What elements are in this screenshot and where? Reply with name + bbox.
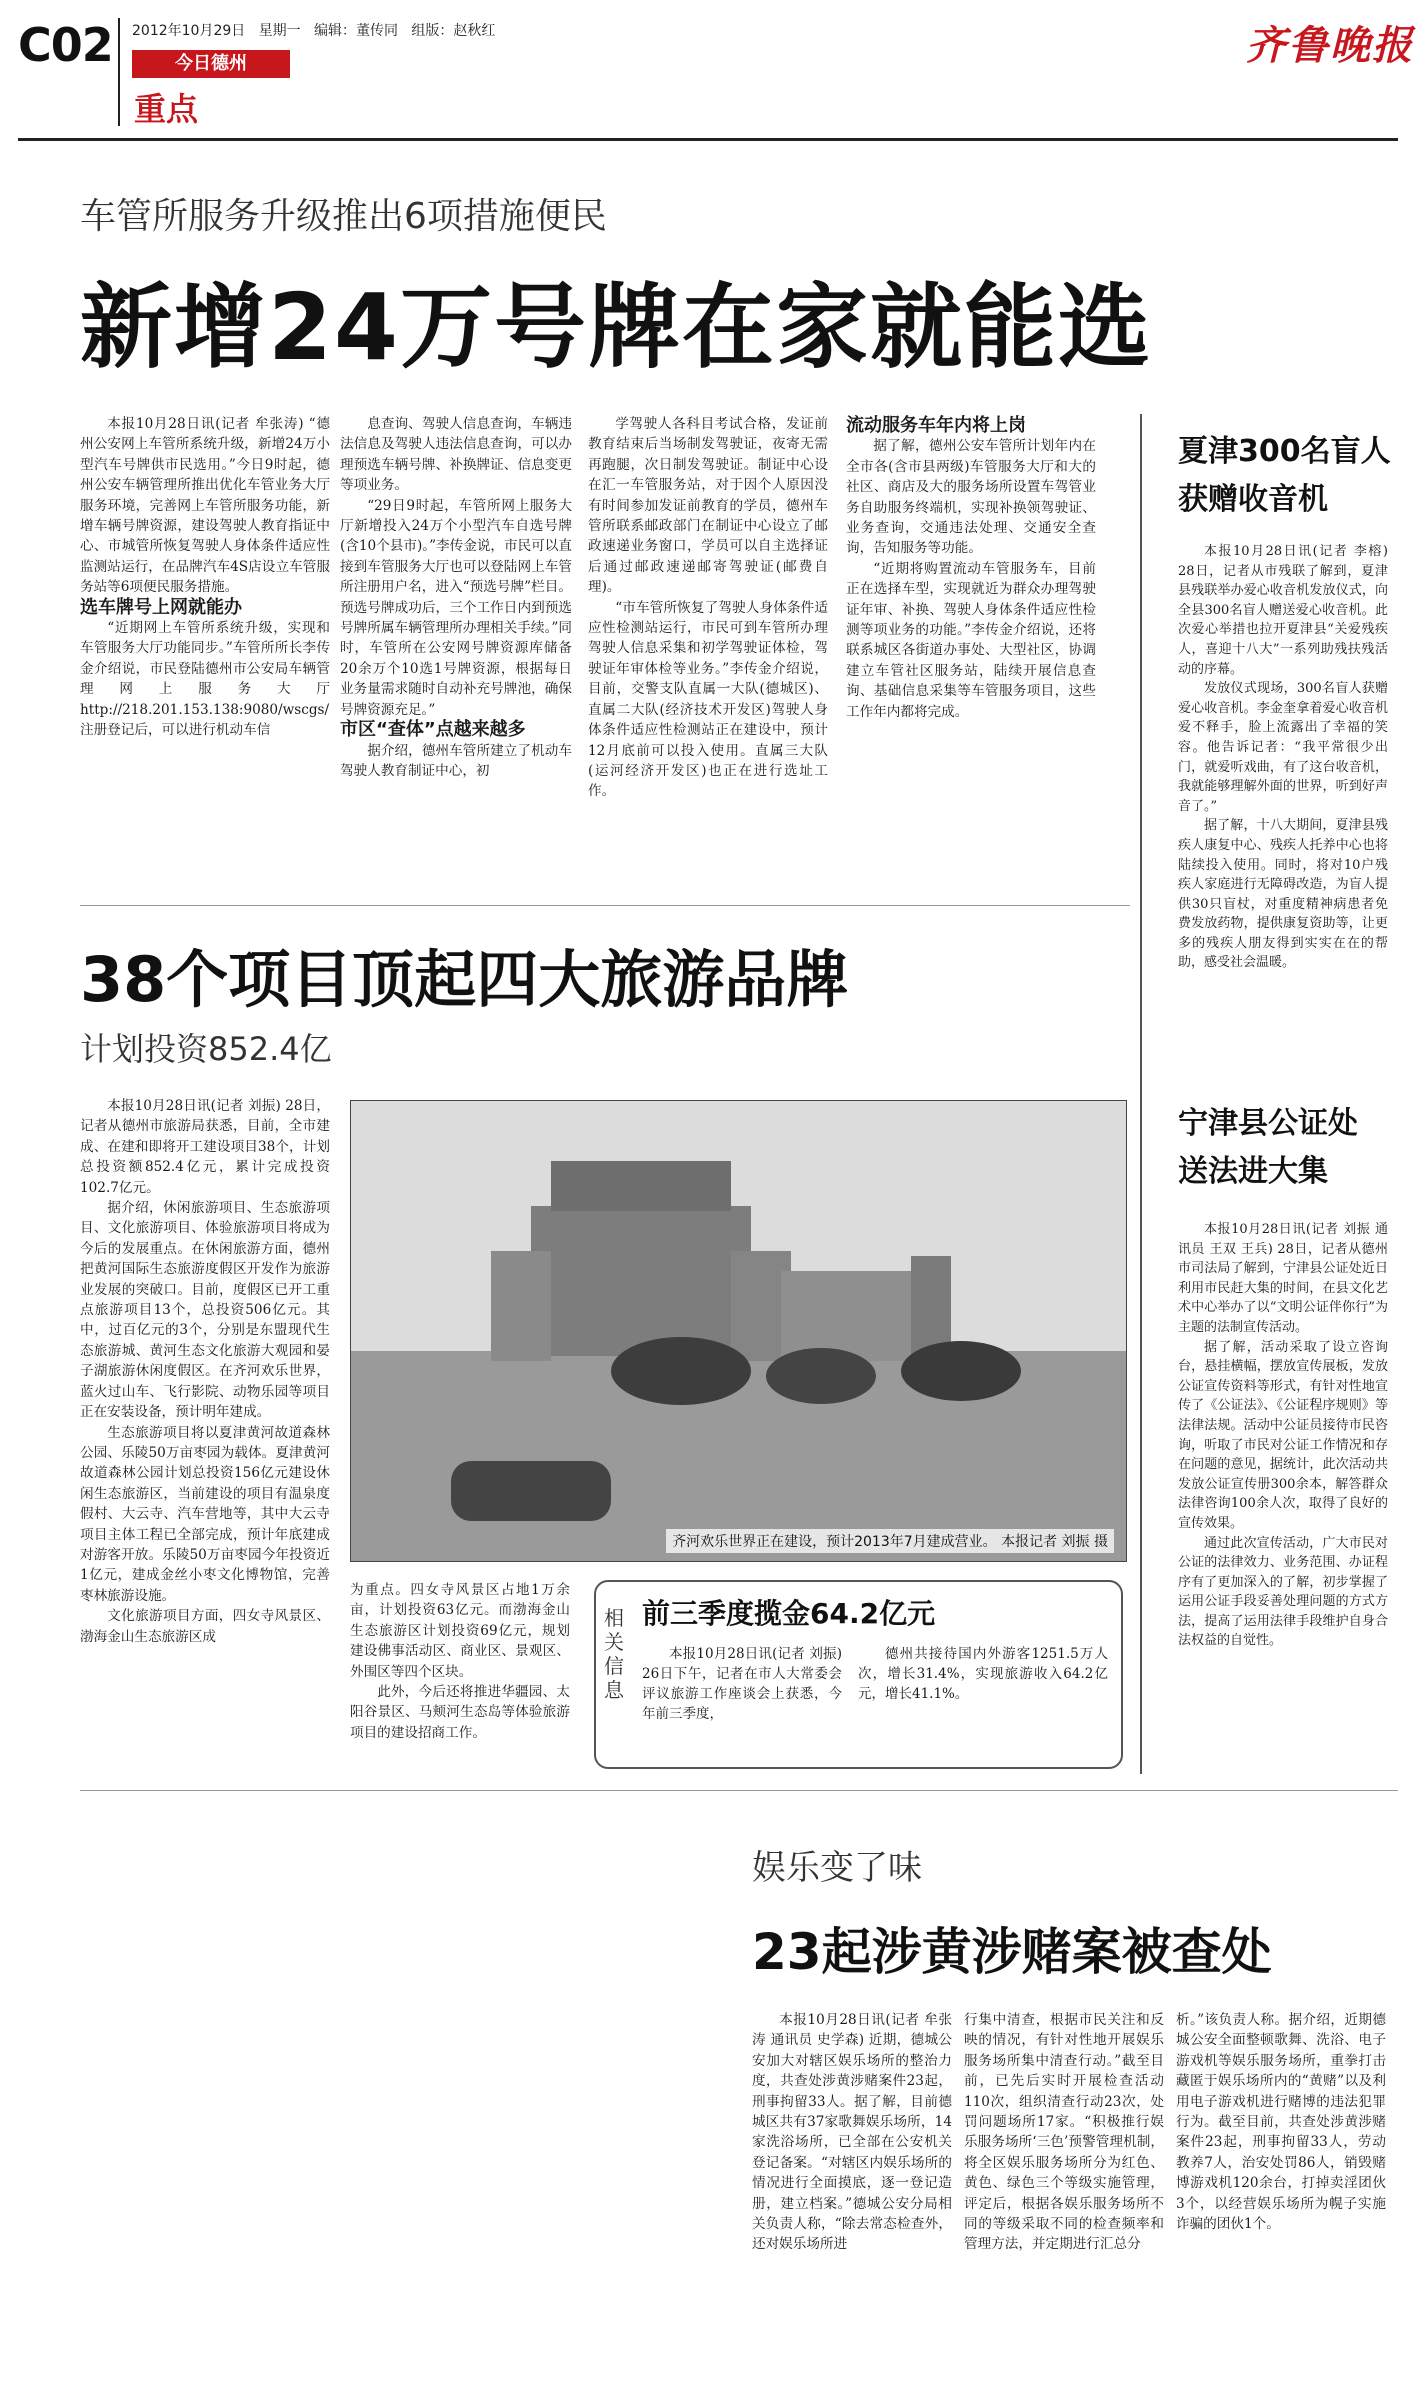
article1-paragraph: 本报10月28日讯(记者 牟张涛) “德州公安网上车管所系统升级，新增24万小型汽车号牌供市民选用。”今日9时起，德州公安车辆管理所推出优化车管业务大厅服务环境，完善网上车管所服务功能，新增车辆号牌资源，建设驾驶人教育指证中心、市城管所恢复驾驶人身体条件适应性监测站运行，在品牌汽车4S店设立车管服务站等6项便民服务措施。: [80, 416, 330, 596]
article1-kicker: 车管所服务升级推出6项措施便民: [80, 196, 607, 237]
newspaper-logo: 齐鲁晚报: [1246, 22, 1414, 69]
sidebar2-paragraph: 通过此次宣传活动，广大市民对公证的法律效力、业务范围、办证程序有了更加深入的了解，初步掌握了运用公证手段妥善处理问题的方式方法，提高了运用法律手段维护自身合法权益的自觉性。: [1178, 1535, 1388, 1649]
article3-kicker: 娱乐变了味: [752, 1848, 922, 1888]
article1-paragraph: “29日9时起，车管所网上服务大厅新增投入24万个小型汽车自选号牌(含10个县市)。”李传金说，市民可以直接到车管服务大厅也可以登陆网上车管所注册用户名，进入“预选号牌”栏目。预选号牌成功后，三个工作日内到预选号牌所属车辆管理所办理相关手续。”同时，车管所在公安网号牌资源库储备20余万个10选1号牌资源，根据每日业务量需求随时自动补充号牌池，确保号牌资源充足。”: [340, 497, 572, 718]
article2-paragraph: 生态旅游项目将以夏津黄河故道森林公园、乐陵50万亩枣园为载体。夏津黄河故道森林公园计划总投资156亿元建设休闲生态旅游区，当前建设的项目有温泉度假村、大云寺、汽车营地等，其中大云寺项目主体工程已全部完成，预计年底建成对游客开放。乐陵50万亩枣园今年投资近1亿元，建成金丝小枣文化博物馆，完善枣林旅游设施。: [80, 1424, 330, 1604]
article1-paragraph: “市车管所恢复了驾驶人身体条件适应性检测站运行，市民可到车管所办理驾驶人信息采集和初学驾驶证体检，驾驶证年审体检等业务。”李传金介绍说，目前，交警支队直属一大队(德城区)、直属二大队(经济技术开发区)驾驶人身体条件适应性检测站正在建设中，预计12月底前可以投入使用。直属三大队(运河经济开发区)也正在进行选址工作。: [588, 599, 828, 800]
sidebar2-title: [1178, 1100, 1358, 1196]
article1-paragraph: “近期将购置流动车管服务车，目前正在选择车型，实现就近为群众办理驾驶证年审、补换、驾驶人身体条件适应性检测等项业务的功能。”李传金介绍说，还将联系城区各街道办事处、大型社区，协调建立车管社区服务站，陆续开展信息查询、基础信息采集等车管服务项目，这些工作年内都将完成。: [846, 560, 1096, 720]
related-info-box: [594, 1580, 1123, 1769]
header-date: 2012年10月29日: [132, 23, 246, 39]
sidebar1-title: [1178, 428, 1391, 524]
sidebar2-body: [1178, 1220, 1388, 1780]
article1-headline: 新增24万号牌在家就能选: [80, 274, 1153, 381]
article2-paragraph: 此外，今后还将推进华疆园、太阳谷景区、马颊河生态岛等体验旅游项目的建设招商工作。: [350, 1684, 570, 1741]
article2-paragraph: 据介绍，休闲旅游项目、生态旅游项目、文化旅游项目、体验旅游项目将成为今后的发展重点。在休闲旅游方面，德州把黄河国际生态旅游度假区开发作为旅游业发展的突破口。目前，度假区已开工重点旅游项目13个，总投资506亿元。其中，过百亿元的3个，分别是东盟现代生态旅游城、黄河生态文化旅游大观园和晏子湖旅游休闲度假区。在齐河欢乐世界，蓝火过山车、飞行影院、动物乐园等项目正在安装设备，预计明年建成。: [80, 1200, 330, 1421]
related-right-text: [858, 1644, 1108, 1759]
header-weekday: 星期一: [258, 23, 301, 39]
article2-column-2: [350, 1580, 570, 1770]
related-paragraph: 德州共接待国内外游客1251.5万人次，增长31.4%，实现旅游收入64.2亿元，增长41.1%。: [858, 1646, 1108, 1702]
sidebar2-paragraph: 本报10月28日讯(记者 刘振 通讯员 王双 王兵) 28日，记者从德州市司法局了解到，宁津县公证处近日利用市民赶大集的时间，在县文化艺术中心举办了以“文明公证伴你行”为主题的法制宣传活动。: [1178, 1222, 1388, 1335]
article1-paragraph: 据了解，德州公安车管所计划年内在全市各(含市县两级)车管服务大厅和大的社区、商店及大的服务场所设置车驾管业务自助服务终端机，实现补换领驾驶证、业务查询，交通违法处理、交通安全查询，告知服务等功能。: [846, 438, 1096, 557]
article3-headline: 23起涉黄涉赌案被查处: [752, 1923, 1272, 1981]
article1-column-2: [340, 414, 572, 874]
article1-subhead-3: 流动服务车年内将上岗: [846, 415, 1026, 436]
article2-paragraph: 为重点。四女寺风景区占地1万余亩，计划投资63亿元。而渤海金山生态旅游区计划投资69亿元，规划建设佛事活动区、商业区、景观区、外围区等四个区块。: [350, 1582, 570, 1680]
article2-top-rule: [80, 905, 1130, 906]
column-tag: [132, 50, 290, 78]
sidebar1-paragraph: 据了解，十八大期间，夏津县残疾人康复中心、残疾人托养中心也将陆续投入使用。同时，将对10户残疾人家庭进行无障碍改造，为盲人提供30只盲杖，对重度精神病患者免费发放药物，提供康复资助等，让更多的残疾人朋友得到实实在在的帮助，感受社会温暖。: [1178, 818, 1388, 971]
related-title: 前三季度揽金64.2亿元: [642, 1597, 936, 1630]
header-editor: 编辑：董传同: [313, 23, 398, 39]
sidebar1-title-line1: 夏津300名盲人: [1178, 434, 1391, 469]
related-label: 相关信息: [604, 1606, 624, 1702]
sidebar1-title-line2: 获赠收音机: [1178, 482, 1328, 517]
section-name: 重点: [134, 90, 199, 128]
sidebar2-title-line1: 宁津县公证处: [1178, 1106, 1358, 1141]
article3-column-1: [752, 2010, 952, 2350]
article1-subhead-2: 市区“查体”点越来越多: [340, 719, 526, 741]
article3-paragraph: 析。”该负责人称。据介绍，近期德城公安全面整顿歌舞、洗浴、电子游戏机等娱乐服务场所，重拳打击藏匿于娱乐场所内的“黄赌”以及利用电子游戏机进行赌博的违法犯罪行为。截至目前，共查处涉黄涉赌案件23起，刑事拘留33人，劳动教养7人，治安处罚86人，销毁赌博游戏机120余台，打掉卖淫团伙3个，以经营娱乐场所为幌子实施诈骗的团伙1个。: [1176, 2012, 1386, 2233]
header-meta: [132, 20, 495, 40]
sidebar1-paragraph: 发放仪式现场，300名盲人获赠爱心收音机。李金奎拿着爱心收音机爱不释手，脸上流露出了幸福的笑容。他告诉记者：“我平常很少出门，就爱听戏曲，有了这台收音机，我就能够理解外面的世界，听到好声音了。”: [1178, 681, 1388, 814]
article1-column-1: [80, 414, 330, 874]
article3-paragraph: 本报10月28日讯(记者 牟张涛 通讯员 史学森) 近期，德城公安加大对辖区娱乐场所的整治力度，共查处涉黄涉赌案件23起，刑事拘留33人。据了解，目前德城区共有37家歌舞娱乐场所，14家洗浴场所，已全部在公安机关登记备案。“对辖区内娱乐场所的情况进行全面摸底，逐一登记造册，建立档案。”德城公安分局相关负责人称，“除去常态检查外，还对娱乐场所进: [752, 2012, 952, 2253]
article1-column-3: [588, 414, 828, 874]
sidebar2-paragraph: 据了解，活动采取了设立咨询台，悬挂横幅，摆放宣传展板，发放公证宣传资料等形式，有针对性地宣传了《公证法》、《公证程序规则》等法律法规。活动中公证员接待市民咨询，听取了市民对公证工作情况和存在问题的意见，据统计，此次活动共发放公证宣传册300余本，解答群众法律咨询100余人次，取得了良好的宣传效果。: [1178, 1339, 1388, 1531]
article1-paragraph: 据介绍，德州车管所建立了机动车驾驶人教育制证中心，初: [340, 742, 572, 779]
article2-column-1: [80, 1096, 330, 1766]
article2-paragraph: 本报10月28日讯(记者 刘振) 28日，记者从德州市旅游局获悉，目前，全市建成、在建和即将开工建设项目38个，计划总投资额852.4亿元，累计完成投资102.7亿元。: [80, 1098, 330, 1196]
page-number: C02: [18, 18, 113, 72]
sidebar2-title-line2: 送法进大集: [1178, 1154, 1328, 1189]
related-paragraph: 本报10月28日讯(记者 刘振) 26日下午，记者在市人大常委会评议旅游工作座谈会上获悉，今年前三季度，: [642, 1646, 842, 1722]
column-tag-text: 今日德州: [175, 53, 247, 74]
related-left-text: [642, 1644, 842, 1759]
sidebar-divider: [1140, 414, 1142, 1774]
article3-column-2: [964, 2010, 1164, 2350]
photo-caption: 齐河欢乐世界正在建设，预计2013年7月建成营业。 本报记者 刘振 摄: [666, 1529, 1114, 1553]
article1-paragraph: “近期网上车管所系统升级，实现和车管服务大厅功能同步。”车管所所长李传金介绍说，市民登陆德州市公安局车辆管理网上服务大厅http://218.201.153.138:9080/wscgs/注册登记后，可以进行机动车信: [80, 620, 330, 739]
article2-headline: 38个项目顶起四大旅游品牌: [80, 943, 849, 1016]
article1-subhead-1: 选车牌号上网就能办: [80, 596, 242, 618]
sidebar1-body: [1178, 542, 1388, 1072]
article2-subtitle: 计划投资852.4亿: [80, 1030, 332, 1068]
article3-top-rule: [80, 1790, 1398, 1791]
article1-column-4: [846, 414, 1096, 874]
article1-paragraph: 息查询、驾驶人信息查询，车辆违法信息及驾驶人违法信息查询，可以办理预选车辆号牌、补换牌证、信息变更等项业务。: [340, 416, 572, 494]
article3-column-3: [1176, 2010, 1386, 2350]
castle-illustration: [351, 1101, 1126, 1561]
article3-paragraph: 行集中清查，根据市民关注和反映的情况，有针对性地开展娱乐服务场所集中清查行动。”截至目前，已先后实时开展检查活动110次，组织清查行动23次，处罚问题场所17家。“积极推行娱乐服务场所‘三色’预警管理机制，将全区娱乐服务场所分为红色、黄色、绿色三个等级实施管理，评定后，根据各娱乐服务场所不同的等级采取不同的检查频率和管理方法，并定期进行汇总分: [964, 2012, 1164, 2253]
header-layout: 组版：赵秋红: [411, 23, 496, 39]
header-rule: [18, 138, 1398, 141]
article2-paragraph: 文化旅游项目方面，四女寺风景区、渤海金山生态旅游区成: [80, 1608, 330, 1645]
sidebar1-paragraph: 本报10月28日讯(记者 李榕) 28日，记者从市残联了解到，夏津县残联举办爱心收音机发放仪式，向全县300名盲人赠送爱心收音机。此次爱心举措也拉开夏津县“关爱残疾人，喜迎十八大”一系列助残扶残活动的序幕。: [1178, 544, 1388, 677]
article1-paragraph: 学驾驶人各科目考试合格，发证前教育结束后当场制发驾驶证，夜寄无需再跑腿，次日制发驾驶证。制证中心设在汇一车管服务站，对于因个人原因没有时间参加发证前教育的学员，德州车管所联系邮政部门在制证中心设立了邮政速递业务窗口，学员可以自主选择证后通过邮政速递邮寄驾驶证(邮费自理)。: [588, 416, 828, 596]
header-divider-vertical: [118, 18, 120, 126]
castle-photo: [350, 1100, 1127, 1562]
